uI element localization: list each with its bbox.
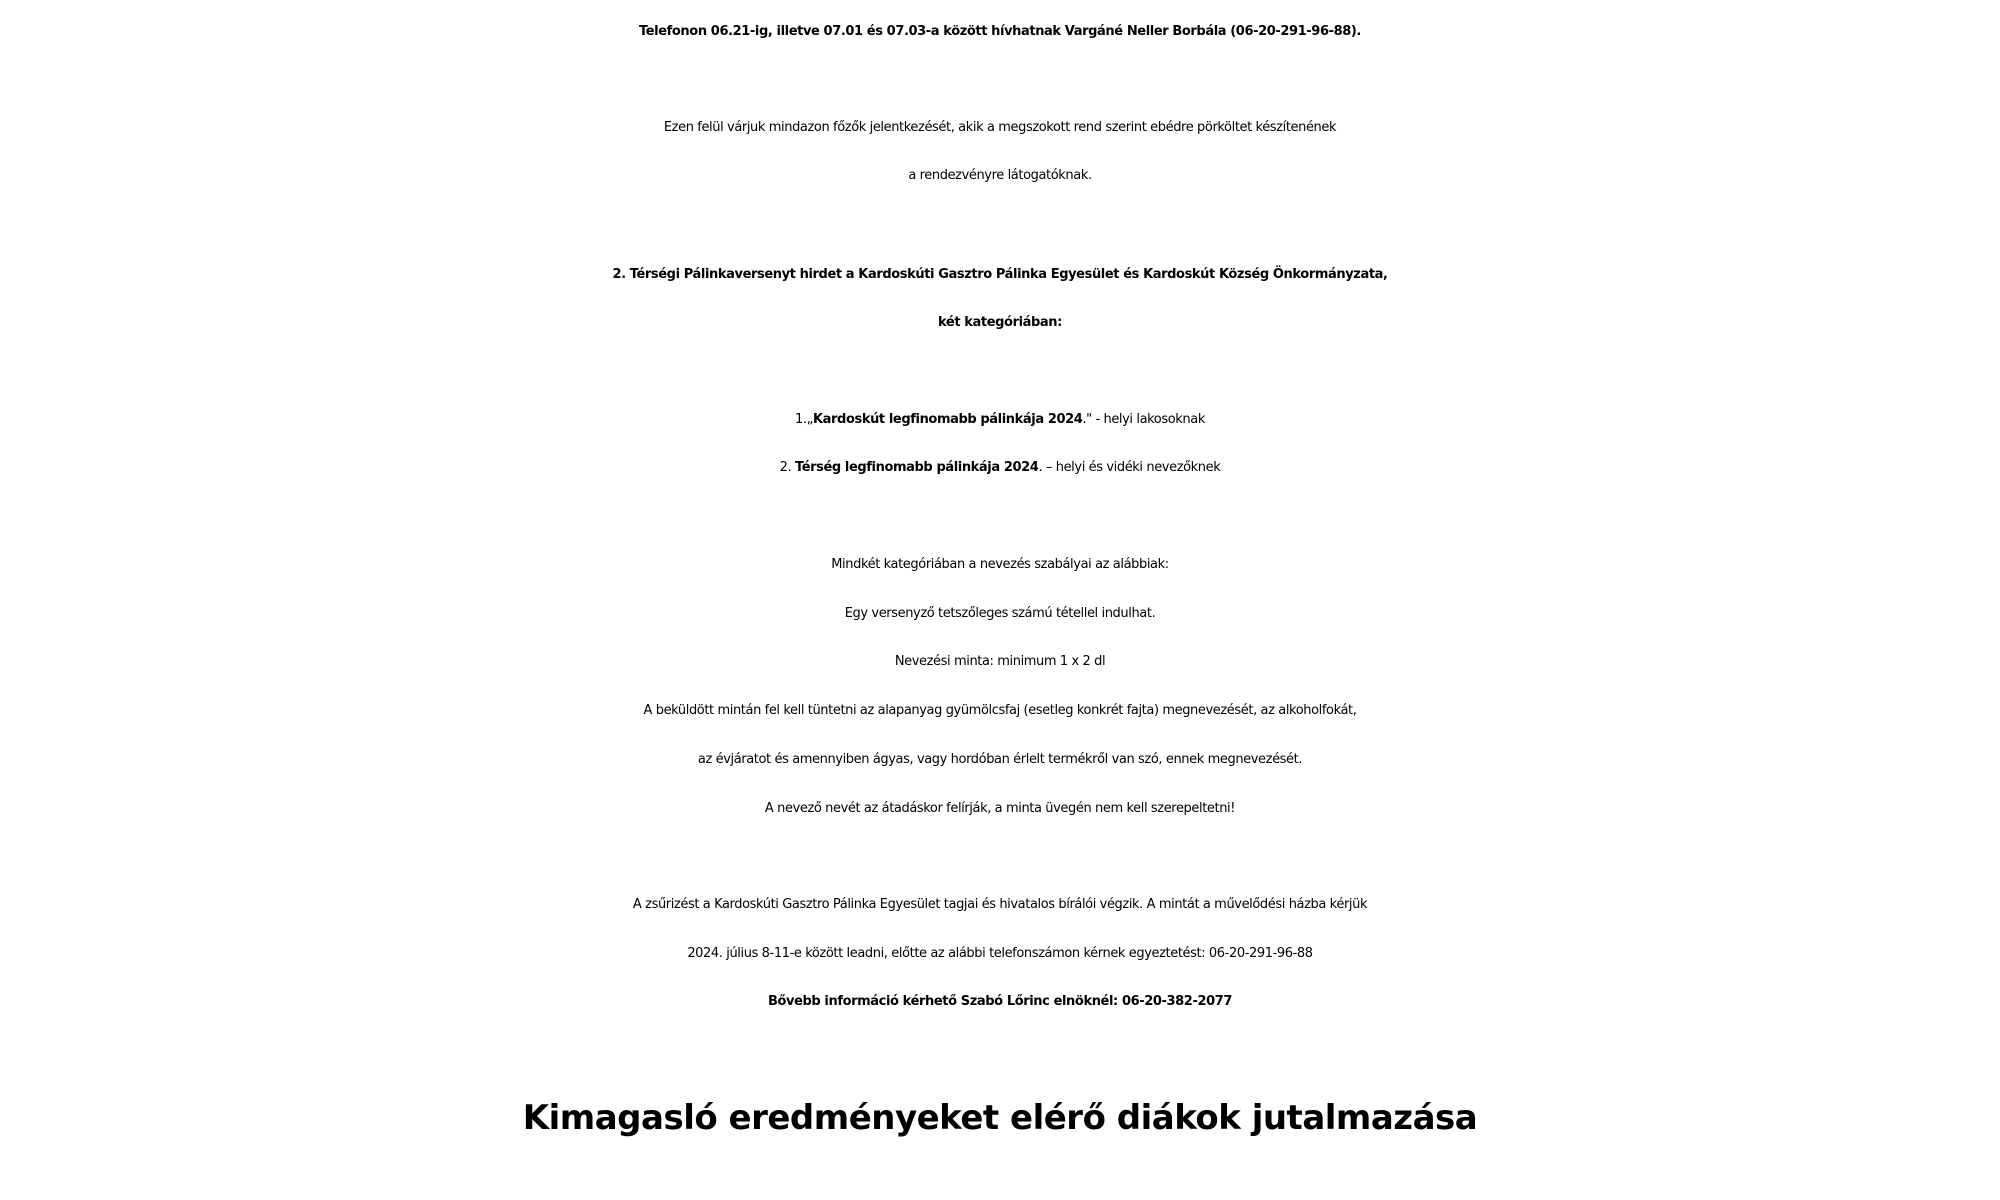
competition-heading-line-1: 2. Térségi Pálinkaversenyt hirdet a Kardoskúti Gasztro Pálinka Egyesület és Kardoskút Község Önkormányzata, (612, 267, 1388, 282)
cooks-paragraph-line-1: Ezen felül várjuk mindazon főzők jelentkezését, akik a megszokott rend szerint ebédre pörköltet készítenének (663, 120, 1337, 135)
category-1 (0, 396, 2000, 444)
more-info-line: Bővebb információ kérhető Szabó Lőrinc elnöknél: 06-20-382-2077 (767, 994, 1233, 1009)
contact-line: Telefonon 06.21-ig, illetve 07.01 és 07.03-a között hívhatnak Vargáné Neller Borbála (06-20-291-96-88). (639, 24, 1361, 39)
rules-line-6: A nevező nevét az átadáskor felírják, a minta üvegén nem kell szerepeltetni! (764, 801, 1236, 816)
rules-line-5: az évjáratot és amennyiben ágyas, vagy hordóban érlelt termékről van szó, ennek megnevezését. (697, 752, 1303, 767)
category-2-name: Térség legfinomabb pálinkája 2024 (794, 460, 1039, 475)
cooks-paragraph-line-2: a rendezvényre látogatóknak. (908, 168, 1092, 183)
category-1-suffix: ." - helyi lakosoknak (1082, 412, 1205, 427)
rules-line-1: Mindkét kategóriában a nevezés szabályai az alábbiak: (831, 557, 1169, 572)
rules-line-2: Egy versenyző tetszőleges számú tétellel indulhat. (844, 606, 1156, 621)
competition-heading-line-2: két kategóriában: (938, 315, 1062, 330)
category-2-suffix: . – helyi és vidéki nevezőknek (1038, 460, 1221, 475)
category-2 (0, 444, 2000, 492)
jury-line-1: A zsűrizést a Kardoskúti Gasztro Pálinka Egyesület tagjai és hivatalos bírálói végzik. A mintát a művelődési házba kérjük (632, 897, 1368, 912)
jury-line-2: 2024. július 8-11-e között leadni, előtte az alábbi telefonszámon kérnek egyeztetést: 06-20-291-96-88 (687, 946, 1313, 961)
rules-line-3: Nevezési minta: minimum 1 x 2 dl (894, 654, 1106, 669)
category-1-name: Kardoskút legfinomabb pálinkája 2024 (813, 412, 1083, 427)
rules-line-4: A beküldött mintán fel kell tüntetni az alapanyag gyümölcsfaj (esetleg konkrét fajta) megnevezését, az alkoholfokát, (643, 703, 1357, 718)
section-heading: Kimagasló eredményeket elérő diákok jutalmazása (522, 1098, 1478, 1138)
category-2-prefix: 2. (779, 460, 795, 475)
category-1-prefix: 1.„ (795, 412, 813, 427)
